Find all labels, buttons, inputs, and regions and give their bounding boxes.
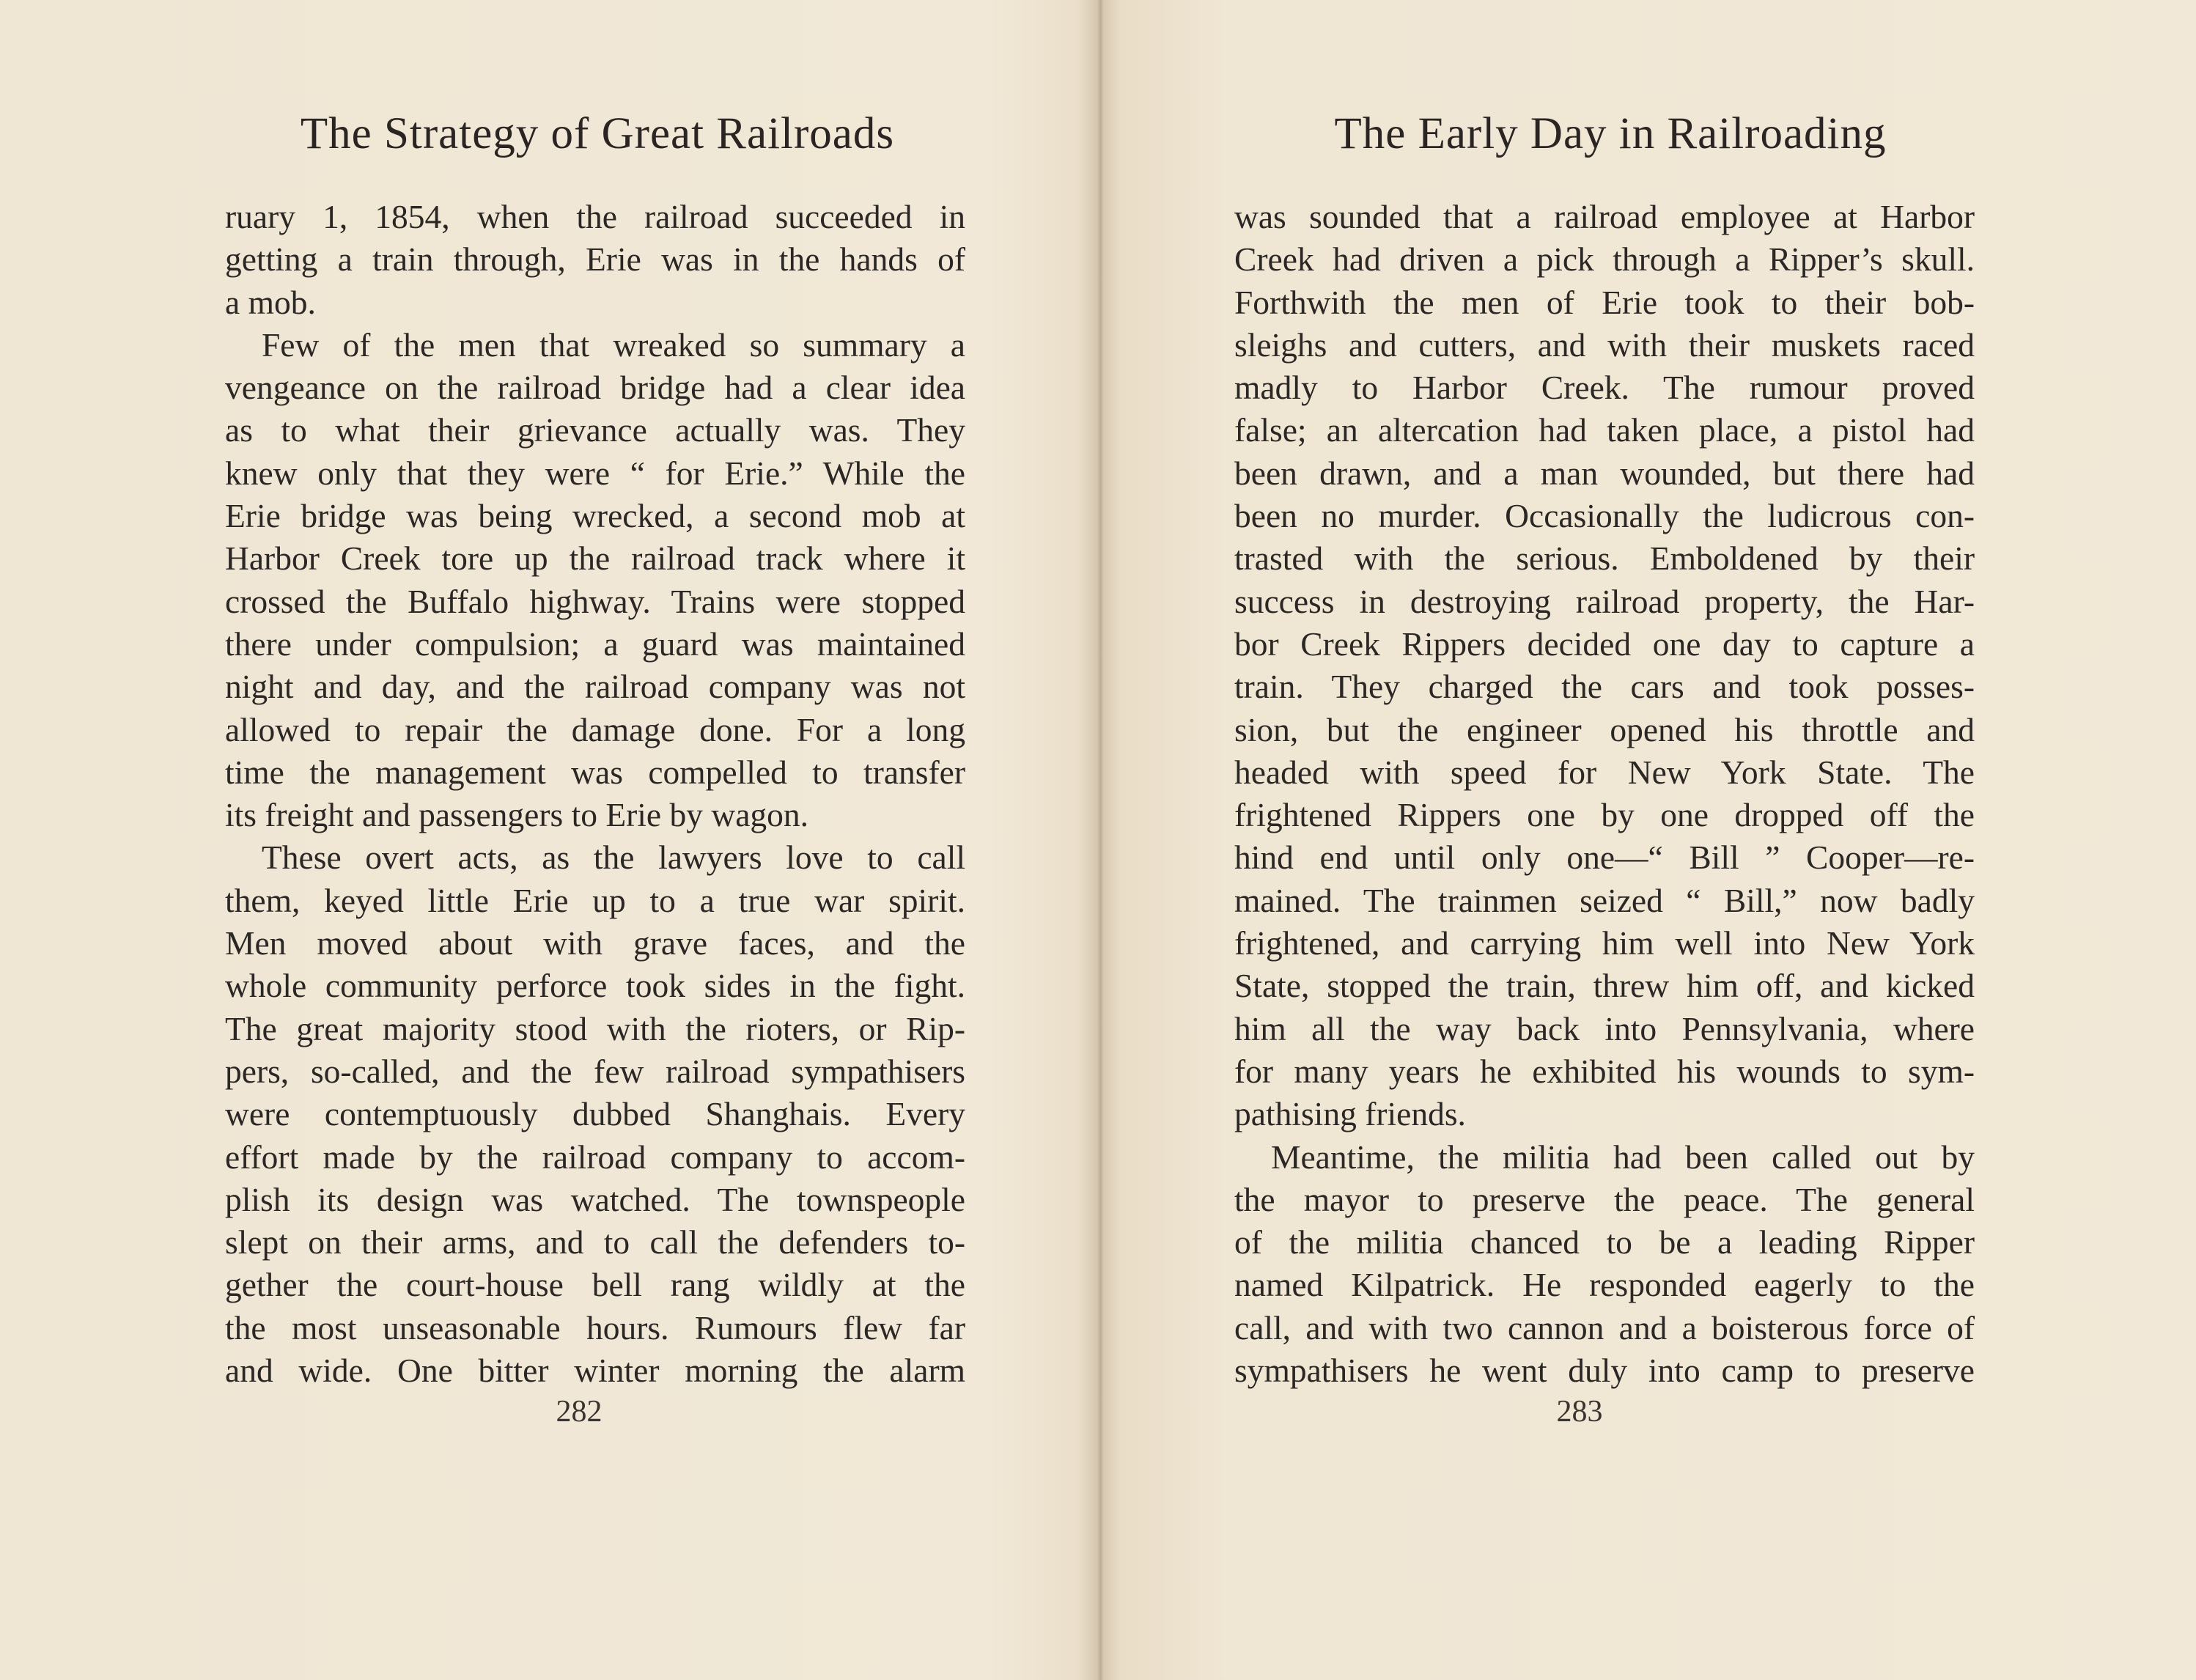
text-line: effort made by the railroad company to accom- <box>225 1138 965 1176</box>
left-page-body <box>225 196 965 1392</box>
text-line: vengeance on the railroad bridge had a clear idea <box>225 369 965 407</box>
text-line: mained. The trainmen seized “ Bill,” now badly <box>1234 881 1975 919</box>
text-line: for many years he exhibited his wounds to sym- <box>1234 1052 1975 1090</box>
text-line: ruary 1, 1854, when the railroad succeeded in <box>225 198 965 235</box>
text-line: getting a train through, Erie was in the hands of <box>225 240 965 279</box>
text-line: bor Creek Rippers decided one day to capture a <box>1234 625 1975 663</box>
text-line: of the militia chanced to be a leading Ripper <box>1234 1223 1975 1261</box>
text-line: train. They charged the cars and took posses- <box>1234 668 1975 706</box>
text-line: success in destroying railroad property, the Har- <box>1234 582 1975 620</box>
text-line: time the management was compelled to transfer <box>225 753 965 791</box>
text-line: gether the court-house bell rang wildly at the <box>225 1266 965 1304</box>
text-line: them, keyed little Erie up to a true war spirit. <box>225 881 965 919</box>
text-line: been drawn, and a man wounded, but there had <box>1234 454 1975 492</box>
text-line: him all the way back into Pennsylvania, where <box>1234 1009 1975 1047</box>
text-line: headed with speed for New York State. The <box>1234 753 1975 791</box>
text-line: sleighs and cutters, and with their muskets raced <box>1234 325 1975 364</box>
text-line: Erie bridge was being wrecked, a second mob at <box>225 497 965 535</box>
text-line: frightened Rippers one by one dropped off the <box>1234 796 1975 834</box>
text-line: Men moved about with grave faces, and the <box>225 924 965 962</box>
text-line: night and day, and the railroad company was not <box>225 668 965 706</box>
text-line: sion, but the engineer opened his throttle and <box>1234 710 1975 748</box>
text-line: named Kilpatrick. He responded eagerly to the <box>1234 1266 1975 1304</box>
text-line: The great majority stood with the rioters, or Rip- <box>225 1009 965 1047</box>
text-line: pathising friends. <box>1234 1095 1466 1133</box>
text-line: trasted with the serious. Emboldened by their <box>1234 539 1975 578</box>
text-line: and wide. One bitter winter morning the alarm <box>225 1352 965 1390</box>
text-line: a mob. <box>225 283 316 321</box>
text-line: sympathisers he went duly into camp to preserve <box>1234 1352 1975 1390</box>
text-line: plish its design was watched. The townspeople <box>225 1180 965 1218</box>
text-line: Few of the men that wreaked so summary a <box>262 325 965 364</box>
left-page-number: 282 <box>556 1395 603 1429</box>
text-line: the mayor to preserve the peace. The general <box>1234 1180 1975 1218</box>
left-running-head: The Strategy of Great Railroads <box>300 109 895 158</box>
text-line: Creek had driven a pick through a Ripper’s skull. <box>1234 240 1975 279</box>
right-page-body <box>1234 196 1975 1392</box>
text-line: been no murder. Occasionally the ludicrous con- <box>1234 497 1975 535</box>
text-line: madly to Harbor Creek. The rumour proved <box>1234 369 1975 407</box>
text-line: allowed to repair the damage done. For a long <box>225 710 965 748</box>
text-line: frightened, and carrying him well into New York <box>1234 924 1975 962</box>
text-line: These overt acts, as the lawyers love to call <box>262 839 965 877</box>
text-line: were contemptuously dubbed Shanghais. Every <box>225 1095 965 1133</box>
text-line: crossed the Buffalo highway. Trains were stopped <box>225 582 965 620</box>
right-page-number: 283 <box>1556 1395 1603 1429</box>
text-line: Meantime, the militia had been called out by <box>1271 1138 1975 1176</box>
text-line: slept on their arms, and to call the defenders to- <box>225 1223 965 1261</box>
text-line: pers, so-called, and the few railroad sympathisers <box>225 1052 965 1090</box>
text-line: whole community perforce took sides in the fight. <box>225 967 965 1005</box>
right-running-head: The Early Day in Railroading <box>1334 109 1887 158</box>
text-line: as to what their grievance actually was. They <box>225 411 965 449</box>
text-line: knew only that they were “ for Erie.” While the <box>225 454 965 492</box>
text-line: its freight and passengers to Erie by wagon. <box>225 796 809 834</box>
text-line: the most unseasonable hours. Rumours flew far <box>225 1308 965 1346</box>
text-line: call, and with two cannon and a boisterous force of <box>1234 1308 1975 1346</box>
text-line: false; an altercation had taken place, a pistol had <box>1234 411 1975 449</box>
text-line: Forthwith the men of Erie took to their bob- <box>1234 283 1975 321</box>
text-line: State, stopped the train, threw him off, and kicked <box>1234 967 1975 1005</box>
text-line: Harbor Creek tore up the railroad track where it <box>225 539 965 578</box>
right-page <box>1098 0 2196 1680</box>
text-line: hind end until only one—“ Bill ” Cooper—re- <box>1234 839 1975 877</box>
text-line: was sounded that a railroad employee at Harbor <box>1234 198 1975 235</box>
text-line: there under compulsion; a guard was maintained <box>225 625 965 663</box>
